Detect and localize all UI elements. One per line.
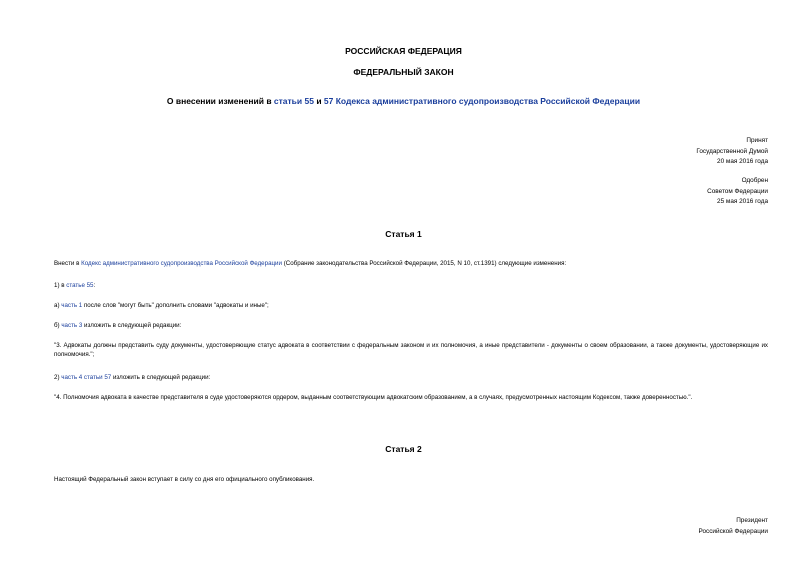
article2-heading: Статья 2 xyxy=(385,444,422,454)
item-a-text-1: а) xyxy=(54,302,62,309)
item-b-text-2: изложить в следующей редакции: xyxy=(82,322,182,329)
part1-link[interactable]: часть 1 xyxy=(61,302,83,309)
item-a xyxy=(54,301,768,310)
article1-intro-text-1: Внести в xyxy=(54,260,82,267)
item1-text-1: 1) в xyxy=(54,282,67,289)
approved-label: Одобрен xyxy=(741,177,768,184)
signature-title: Президент xyxy=(736,517,768,524)
country-heading: РОССИЙСКАЯ ФЕДЕРАЦИЯ xyxy=(345,46,462,56)
quote-part4: "4. Полномочия адвоката в качестве представителя в суде удостоверяются ордером, выданным соответствующим адвокатским образованием, а в случаях, предусмотренных настоящим Кодексом, также доверенностью.". xyxy=(54,394,693,401)
item2 xyxy=(54,373,768,382)
approved-date: 25 мая 2016 года xyxy=(717,198,768,205)
approval-block xyxy=(707,176,768,208)
article1-heading: Статья 1 xyxy=(385,229,422,239)
item2-text-2: изложить в следующей редакции: xyxy=(111,374,211,381)
approved-body: Советом Федерации xyxy=(707,187,768,195)
item-a-text-2: после слов "могут быть" дополнить словами "адвокаты и иные"; xyxy=(82,302,269,309)
part3-link[interactable]: часть 3 xyxy=(61,322,83,329)
code-link[interactable]: Кодекс административного судопроизводства Российской Федерации xyxy=(81,260,282,267)
item2-text-1: 2) xyxy=(54,374,62,381)
article1-intro xyxy=(54,259,768,268)
law-title-text-2: и xyxy=(313,96,324,106)
doc-type-heading: ФЕДЕРАЛЬНЫЙ ЗАКОН xyxy=(353,67,454,77)
quote-part3: "3. Адвокаты должны представить суду документы, удостоверяющие статус адвоката в соответствии с федеральным законом и их полномочия, а иные представители - документы о своем образовании, а также документы, удостоверяющие их полномочия."; xyxy=(54,342,768,358)
item1-text-2: : xyxy=(93,282,96,289)
item-b-text-1: б) xyxy=(54,322,62,329)
adopted-body: Государственной Думой xyxy=(696,147,768,155)
law-title-text-1: О внесении изменений в xyxy=(166,96,274,106)
article55-link[interactable]: статье 55 xyxy=(66,282,94,289)
signature-block xyxy=(699,516,769,537)
adoption-block xyxy=(696,136,768,168)
adopted-date: 20 мая 2016 года xyxy=(717,158,768,165)
signature-country: Российской Федерации xyxy=(698,527,768,535)
adopted-label: Принят xyxy=(746,137,768,144)
law-title-link-article55[interactable]: статьи 55 xyxy=(273,96,314,106)
article1-intro-text-2: (Собрание законодательства Российской Федерации, 2015, N 10, ст.1391) следующие изменения: xyxy=(281,260,567,267)
law-title-link-article57-code[interactable]: 57 Кодекса административного судопроизводства Российской Федерации xyxy=(323,96,641,106)
item-b xyxy=(54,321,768,330)
item1 xyxy=(54,281,768,290)
law-title xyxy=(0,96,807,106)
part4-article57-link[interactable]: часть 4 статьи 57 xyxy=(61,374,112,381)
article2-text: Настоящий Федеральный закон вступает в силу со дня его официального опубликования. xyxy=(54,476,315,483)
